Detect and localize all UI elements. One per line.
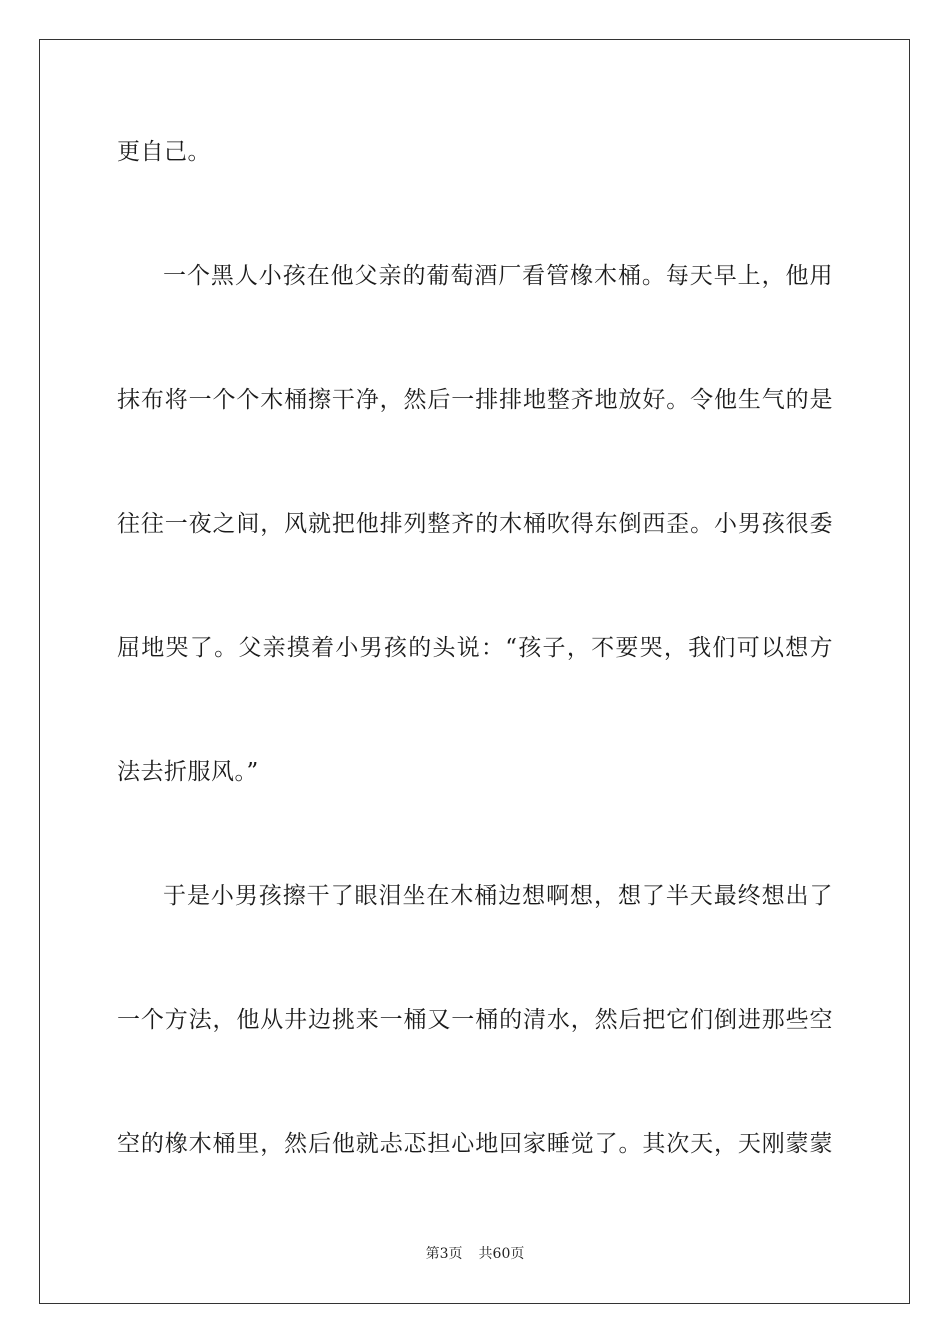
text-line: 抹布将一个个木桶擦干净，然后一排排地整齐地放好。令他生气的是 (117, 387, 833, 413)
page-number: 第3页 (425, 1246, 463, 1262)
text-line: 一个方法，他从井边挑来一桶又一桶的清水，然后把它们倒进那些空 (117, 1007, 833, 1033)
page-border (39, 39, 910, 1304)
paragraph-first-line: 于是小男孩擦干了眼泪坐在木桶边想啊想，想了半天最终想出了 (163, 883, 833, 909)
page-footer (0, 1245, 950, 1263)
text-line: 屈地哭了。父亲摸着小男孩的头说：“孩子，不要哭，我们可以想方 (117, 635, 833, 661)
page-total: 共60页 (478, 1246, 525, 1262)
text-line: 法去折服风。” (117, 759, 259, 785)
text-line: 更自己。 (117, 139, 211, 165)
text-line: 往往一夜之间，风就把他排列整齐的木桶吹得东倒西歪。小男孩很委 (117, 511, 833, 537)
paragraph-first-line: 一个黑人小孩在他父亲的葡萄酒厂看管橡木桶。每天早上，他用 (163, 263, 833, 289)
text-line: 空的橡木桶里，然后他就忐忑担心地回家睡觉了。其次天，天刚蒙蒙 (117, 1131, 833, 1157)
